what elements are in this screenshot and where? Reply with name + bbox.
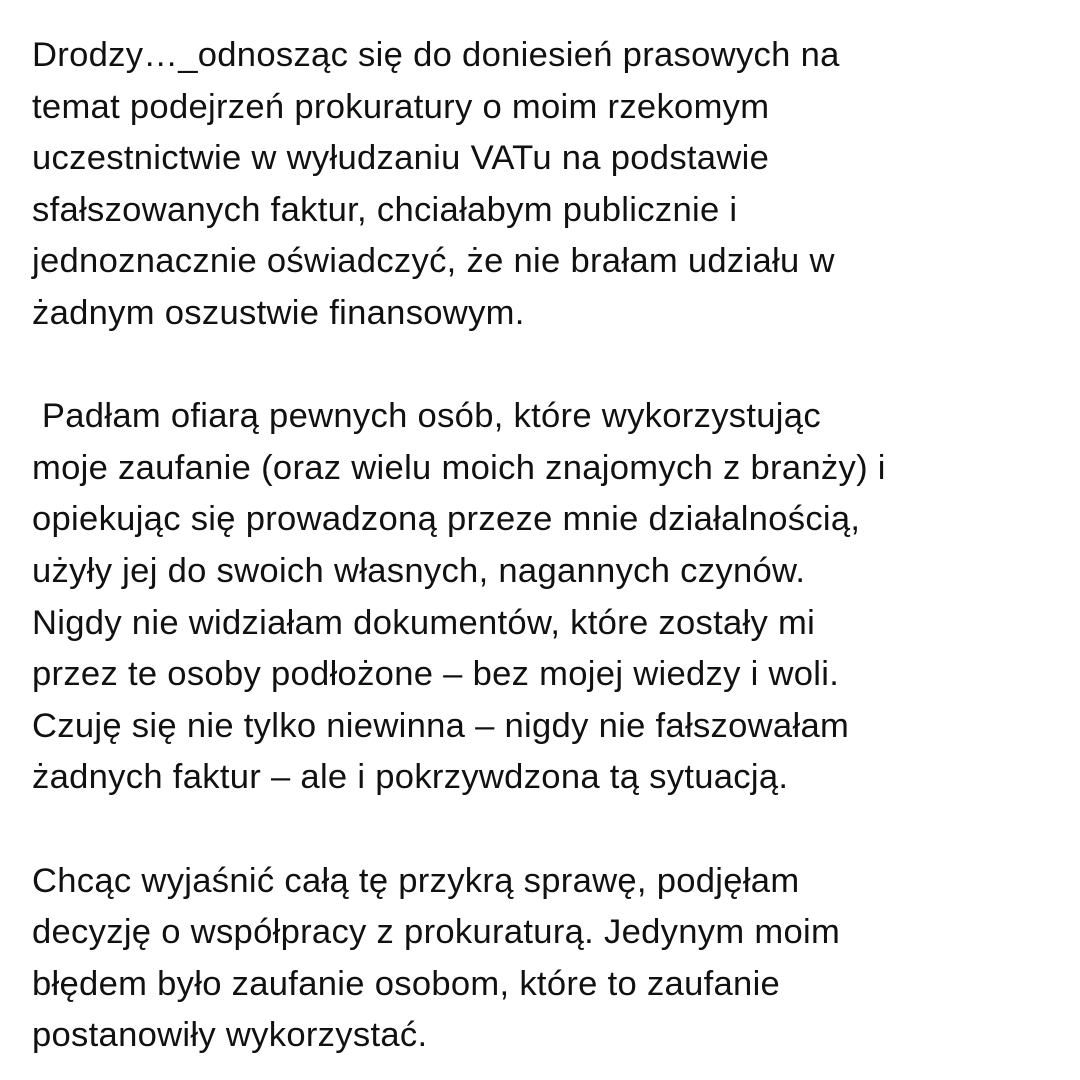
text-line: Nigdy nie widziałam dokumentów, które zostały mi xyxy=(32,603,816,642)
paragraph-3 xyxy=(32,856,1080,1062)
text-line: żadnych faktur – ale i pokrzywdzona tą sytuacją. xyxy=(32,758,789,797)
text-line: uczestnictwie w wyłudzaniu VATu na podstawie xyxy=(32,139,770,178)
paragraph-spacer xyxy=(32,340,1080,392)
text-line: jednoznacznie oświadczyć, że nie brałam udziału w xyxy=(32,242,835,281)
text-line: sfałszowanych faktur, chciałabym publicznie i xyxy=(32,190,738,229)
text-line: żadnym oszustwie finansowym. xyxy=(32,293,525,332)
text-line: przez te osoby podłożone – bez mojej wiedzy i woli. xyxy=(32,655,840,694)
text-line: Czuję się nie tylko niewinna – nigdy nie fałszowałam xyxy=(32,706,850,745)
text-line: moje zaufanie (oraz wielu moich znajomych z branży) i xyxy=(32,448,886,487)
paragraph-spacer xyxy=(32,804,1080,856)
text-line: Padłam ofiarą pewnych osób, które wykorzystując xyxy=(32,397,821,436)
paragraph-2 xyxy=(32,391,1080,804)
text-line: postanowiły wykorzystać. xyxy=(32,1016,428,1055)
text-line: użyły jej do swoich własnych, nagannych czynów. xyxy=(32,551,806,590)
text-line: Drodzy…_odnosząc się do doniesień prasowych na xyxy=(32,36,840,74)
text-line: opiekując się prowadzoną przeze mnie działalnością, xyxy=(32,500,861,539)
text-line: temat podejrzeń prokuratury o moim rzekomym xyxy=(32,87,770,126)
text-line: decyzję o współpracy z prokuraturą. Jedynym moim xyxy=(32,913,841,952)
text-line: błędem było zaufanie osobom, które to zaufanie xyxy=(32,964,781,1003)
text-line: Chcąc wyjaśnić całą tę przykrą sprawę, podjęłam xyxy=(32,861,800,900)
paragraph-1 xyxy=(32,30,1080,340)
